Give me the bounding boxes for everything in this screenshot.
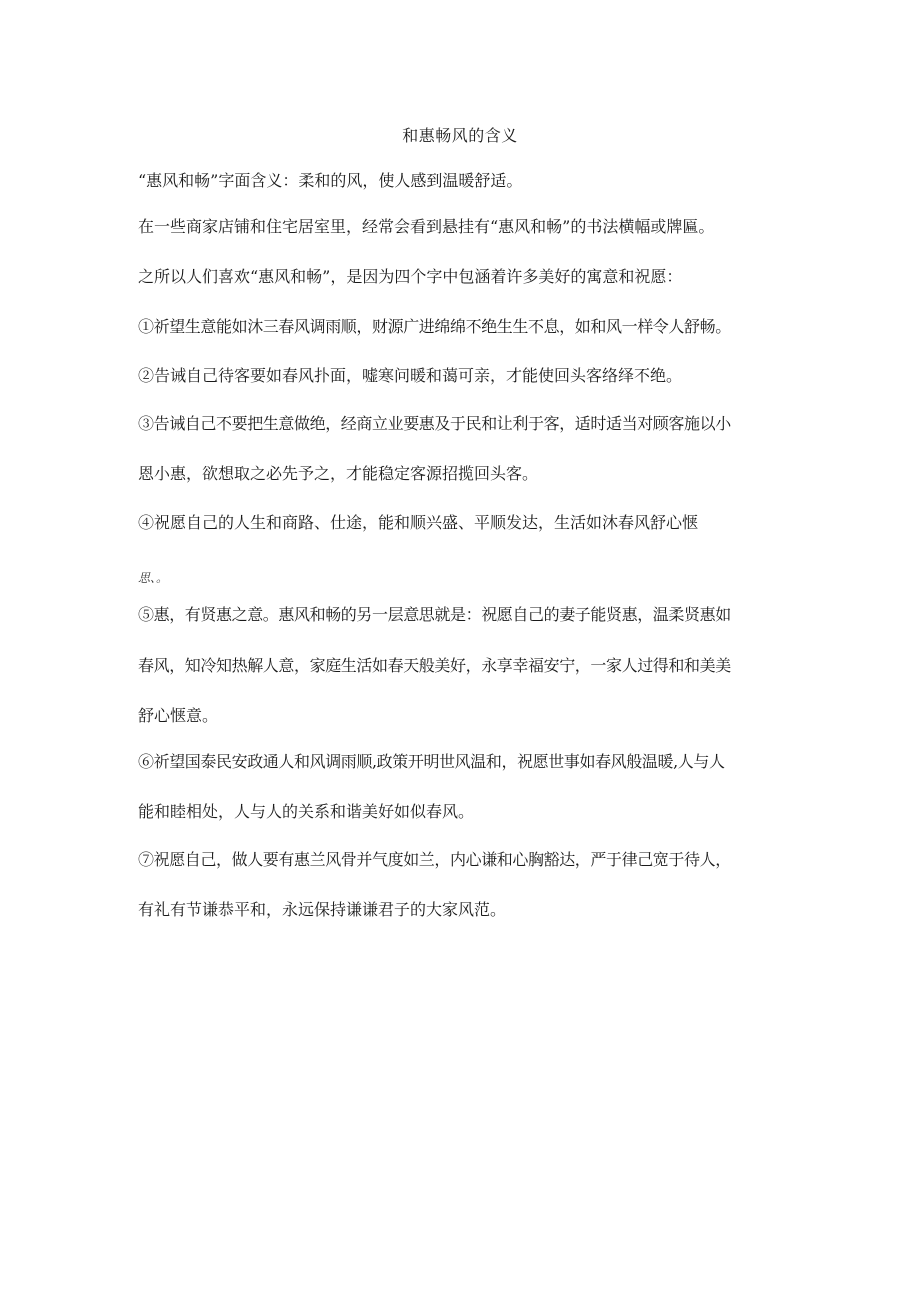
text-line-9: 思、。 bbox=[138, 571, 169, 585]
text-line-3: 之所以人们喜欢“惠风和畅”，是因为四个字中包涵着许多美好的寓意和祝愿： bbox=[138, 267, 683, 286]
text-line-5: ②告诫自己待客要如春风扑面，嘘寒问暖和蔼可亲，才能使回头客络绎不绝。 bbox=[138, 366, 683, 385]
text-line-15: ⑦祝愿自己，做人要有惠兰风骨并气度如兰，内心谦和心胸豁达，严于律己宽于待人， bbox=[138, 850, 731, 869]
text-line-6: ③告诫自己不要把生意做绝，经商立业要惠及于民和让利于客，适时适当对顾客施以小 bbox=[138, 414, 731, 433]
text-line-11: 春风，知冷知热解人意，家庭生活如春天般美好，永享幸福安宁，一家人过得和和美美 bbox=[138, 656, 731, 675]
text-line-7: 恩小惠，欲想取之必先予之，才能稳定客源招揽回头客。 bbox=[138, 464, 539, 483]
text-line-14: 能和睦相处，人与人的关系和谐美好如似春风。 bbox=[138, 802, 475, 821]
text-line-12: 舒心惬意。 bbox=[138, 706, 219, 725]
text-line-13: ⑥祈望国泰民安政通人和风调雨顺,政策开明世风温和，祝愿世事如春风般温暖,人与人 bbox=[138, 752, 725, 771]
text-line-4: ①祈望生意能如沐三春风调雨顺，财源广进绵绵不绝生生不息，如和风一样令人舒畅。 bbox=[138, 317, 731, 336]
text-line-1: “惠风和畅”字面含义：柔和的风，使人感到温暖舒适。 bbox=[138, 171, 523, 190]
text-line-8: ④祝愿自己的人生和商路、仕途，能和顺兴盛、平顺发达，生活如沐春风舒心惬 bbox=[138, 513, 699, 532]
document-title: 和惠畅风的含义 bbox=[402, 126, 518, 145]
text-line-2: 在一些商家店铺和住宅居室里，经常会看到悬挂有“惠风和畅”的书法横幅或牌匾。 bbox=[138, 217, 715, 236]
text-line-10: ⑤惠，有贤惠之意。惠风和畅的另一层意思就是：祝愿自己的妻子能贤惠，温柔贤惠如 bbox=[138, 605, 731, 624]
text-line-16: 有礼有节谦恭平和，永远保持谦谦君子的大家风范。 bbox=[138, 900, 507, 919]
